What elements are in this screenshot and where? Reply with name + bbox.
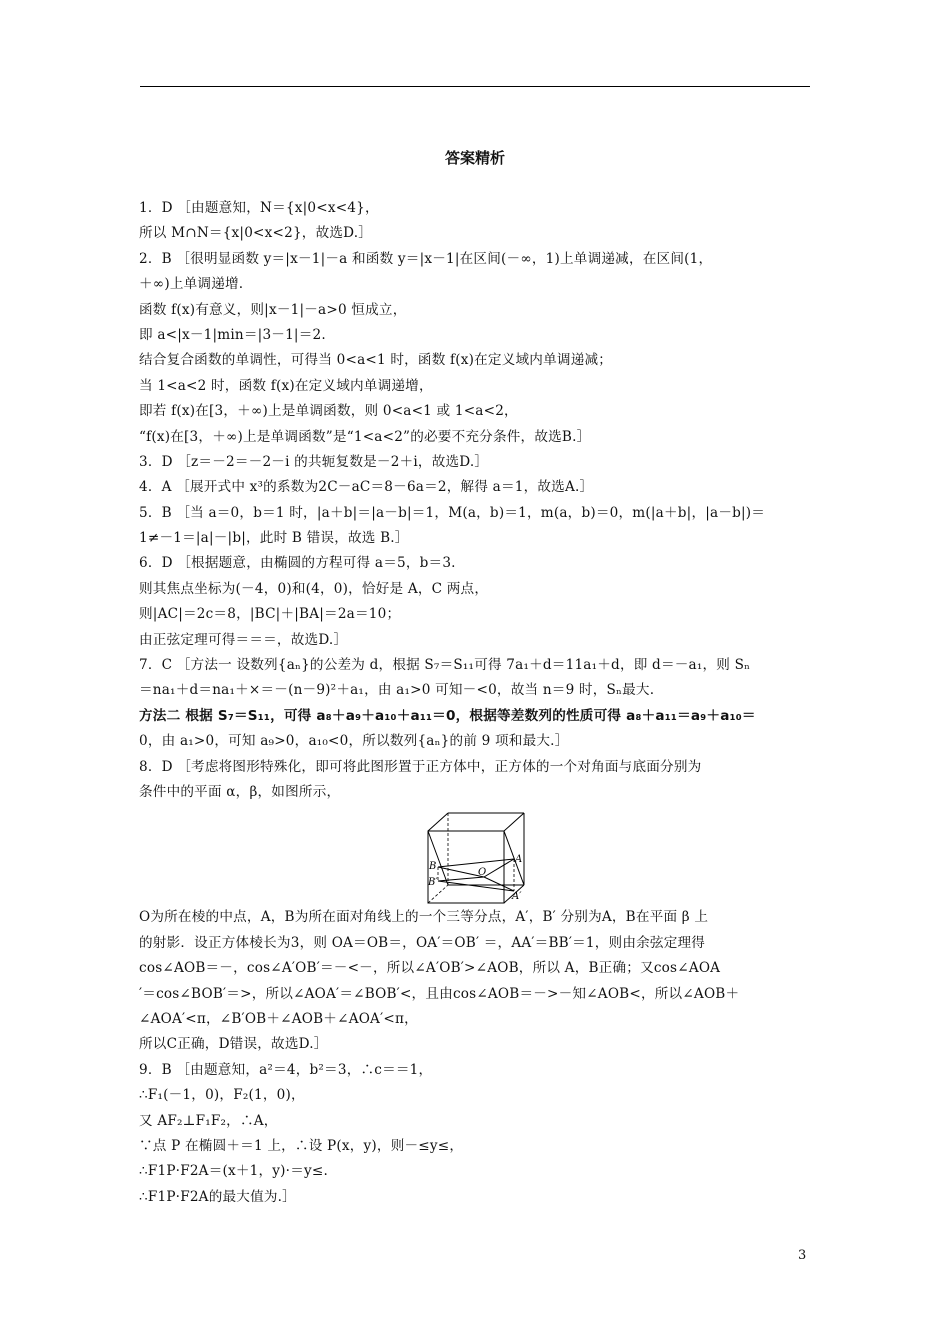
label-b-prime: B′ — [428, 877, 438, 889]
text-line: 6．D ［根据题意，由椭圆的方程可得 a＝5，b＝3. — [139, 555, 456, 572]
label-a-prime: A′ — [512, 891, 522, 903]
answer-block-before-figure — [139, 196, 814, 805]
answer-body — [139, 196, 814, 1210]
answer-block-after-figure — [139, 905, 814, 1210]
text-line: ＝na₁＋d＝na₁＋×＝－(n－9)²＋a₁，由 a₁>0 可知－<0，故当 n＝9 时，Sₙ最大. — [139, 682, 655, 699]
text-line: 即 a<|x－1|min＝|3－1|＝2. — [139, 326, 326, 343]
cube-edge — [504, 813, 524, 831]
text-line: ∴F1P·F2A的最大值为.］ — [139, 1188, 296, 1205]
cube-diagram — [426, 811, 526, 906]
page-number: 3 — [798, 1248, 807, 1263]
text-line: 0，由 a₁>0，可知 a₉>0，a₁₀<0，所以数列{aₙ}的前 9 项和最大.］ — [139, 733, 569, 750]
text-line: 又 AF₂⊥F₁F₂，∴A， — [139, 1112, 278, 1129]
text-line: 7．C ［方法一 设数列{aₙ}的公差为 d，根据 S₇＝S₁₁可得 7a₁＋d＝11a₁＋d，即 d＝－a₁，则 Sₙ — [139, 657, 751, 674]
cube-figure — [139, 805, 814, 905]
text-line: ＋∞)上单调递增. — [139, 276, 244, 293]
text-line: 1．D ［由题意知，N＝{x|0<x<4}， — [139, 200, 379, 216]
text-line: 9．B ［由题意知，a²＝4，b²＝3，∴c＝＝1， — [139, 1061, 433, 1078]
text-line: 当 1<a<2 时，函数 f(x)在定义域内单调递增， — [139, 377, 433, 394]
text-line: 所以 M∩N＝{x|0<x<2}，故选D.］ — [139, 225, 373, 242]
text-line: ′＝cos∠BOB′＝>，所以∠AOA′＝∠BOB′<，且由cos∠AOB＝－>－知∠AOB<，所以∠AOB＋ — [139, 985, 740, 1002]
text-line: ∠AOA′<π，∠B′OB＋∠AOB＋∠AOA′<π， — [139, 1010, 418, 1027]
label-b: B — [429, 861, 437, 873]
text-line: ∴F₁(－1，0)，F₂(1，0)， — [139, 1087, 305, 1104]
label-a: A — [515, 854, 523, 866]
text-line-method-two: 方法二 根据 S₇＝S₁₁，可得 a₈＋a₉＋a₁₀＋a₁₁＝0，根据等差数列的性质可得 a₈＋a₁₁＝a₉＋a₁₀＝ — [139, 707, 756, 724]
text-line: 由正弦定理可得＝＝＝，故选D.］ — [139, 631, 348, 648]
text-line: 函数 f(x)有意义，则|x－1|－a>0 恒成立， — [139, 301, 407, 318]
text-line: 5．B ［当 a＝0，b＝1 时，|a＋b|＝|a－b|＝1，M(a，b)＝1，m(a，b)＝0，m(|a＋b|，|a－b|)＝ — [139, 504, 766, 521]
text-line: 则其焦点坐标为(－4，0)和(4，0)，恰好是 A，C 两点， — [139, 580, 489, 597]
text-line: 2．B ［很明显函数 y＝|x－1|－a 和函数 y＝|x－1|在区间(－∞，1)上单调递减，在区间(1， — [139, 250, 713, 267]
text-line: “f(x)在[3，＋∞)上是单调函数”是“1<a<2”的必要不充分条件，故选B.］ — [139, 428, 591, 445]
text-line: ∴F1P·F2A＝(x＋1，y)·＝y≤. — [139, 1163, 328, 1180]
text-line: ∵点 P 在椭圆＋＝1 上，∴设 P(x，y)，则－≤y≤， — [139, 1137, 464, 1154]
text-line: 则|AC|＝2c＝8，|BC|＋|BA|＝2a＝10； — [139, 606, 401, 623]
cube-edge — [428, 813, 448, 831]
text-line: 8．D ［考虑将图形特殊化，即可将此图形置于正方体中，正方体的一个对角面与底面分别为 — [139, 758, 702, 775]
text-line: 条件中的平面 α，β，如图所示， — [139, 783, 341, 800]
text-line: 4．A ［展开式中 x³的系数为2C－aC＝8－6a＝2，解得 a＝1，故选A.］ — [139, 479, 594, 496]
text-line: 所以C正确，D错误，故选D.］ — [139, 1036, 328, 1053]
text-line: 3．D ［z＝－2＝－2－i 的共轭复数是－2＋i，故选D.］ — [139, 453, 489, 470]
text-line: O为所在棱的中点，A，B为所在面对角线上的一个三等分点，A′，B′ 分别为A，B在平面 β 上 — [139, 909, 709, 926]
page-title: 答案精析 — [444, 149, 505, 167]
label-o: O — [478, 867, 487, 879]
text-line: cos∠AOB＝－，cos∠A′OB′＝－<－，所以∠A′OB′>∠AOB，所以 A，B正确；又cos∠AOA — [139, 960, 721, 977]
text-line: 1≠－1＝|a|－|b|，此时 B 错误，故选 B.］ — [139, 530, 409, 547]
text-line: 即若 f(x)在[3，＋∞)上是单调函数，则 0<a<1 或 1<a<2， — [139, 403, 518, 420]
text-line: 结合复合函数的单调性，可得当 0<a<1 时，函数 f(x)在定义域内单调递减； — [139, 352, 613, 369]
text-line: 的射影．设正方体棱长为3，则 OA＝OB＝，OA′＝OB′ ＝，AA′＝BB′＝1，则由余弦定理得 — [139, 934, 706, 951]
header-rule — [140, 86, 810, 87]
